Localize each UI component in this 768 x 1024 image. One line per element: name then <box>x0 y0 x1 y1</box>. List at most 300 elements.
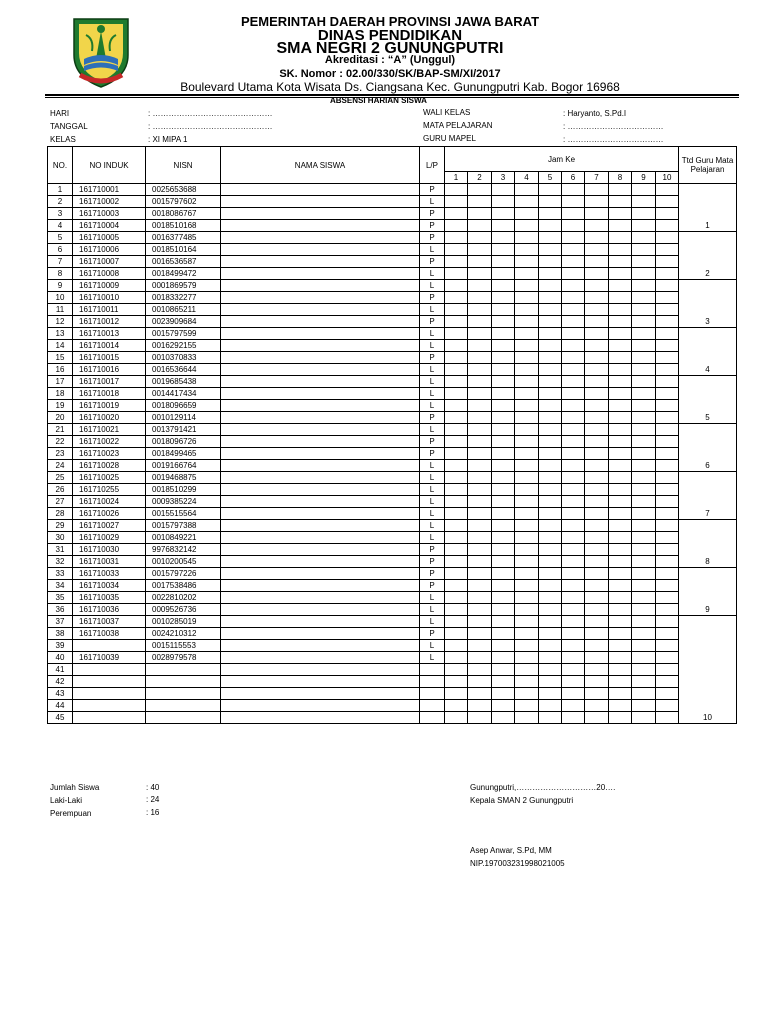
no-induk-cell: 161710003 <box>73 208 146 220</box>
row-number: 33 <box>48 568 73 580</box>
attendance-hour-cell <box>445 700 468 712</box>
table-row <box>48 568 737 580</box>
attendance-hour-cell <box>609 508 632 520</box>
attendance-hour-cell <box>539 352 562 364</box>
attendance-hour-cell <box>468 556 492 568</box>
tanggal-label: TANGGAL <box>50 122 88 131</box>
gender-cell: L <box>420 268 445 280</box>
attendance-hour-cell <box>515 532 539 544</box>
attendance-hour-cell <box>585 472 609 484</box>
attendance-hour-cell <box>632 196 656 208</box>
no-induk-cell: 161710005 <box>73 232 146 244</box>
attendance-hour-cell <box>445 556 468 568</box>
attendance-hour-cell <box>445 616 468 628</box>
attendance-hour-cell <box>562 208 585 220</box>
principal-position: Kepala SMAN 2 Gunungputri <box>470 796 574 805</box>
attendance-hour-cell <box>515 340 539 352</box>
attendance-hour-cell <box>445 268 468 280</box>
attendance-hour-cell <box>539 220 562 232</box>
attendance-hour-cell <box>585 220 609 232</box>
attendance-hour-cell <box>445 712 468 724</box>
attendance-hour-cell <box>445 676 468 688</box>
nama-siswa-cell <box>221 580 420 592</box>
nisn-cell: 0018096659 <box>146 400 221 412</box>
attendance-hour-cell <box>656 460 679 472</box>
gender-cell: L <box>420 652 445 664</box>
attendance-hour-cell <box>585 664 609 676</box>
wali-kelas-label: WALI KELAS <box>423 108 471 117</box>
attendance-hour-cell <box>609 472 632 484</box>
attendance-hour-cell <box>539 412 562 424</box>
attendance-hour-cell <box>609 616 632 628</box>
attendance-hour-cell <box>585 520 609 532</box>
attendance-hour-cell <box>562 496 585 508</box>
attendance-hour-cell <box>609 376 632 388</box>
table-row <box>48 484 737 496</box>
attendance-hour-cell <box>492 220 515 232</box>
table-row <box>48 400 737 412</box>
attendance-hour-cell <box>562 292 585 304</box>
attendance-hour-cell <box>656 220 679 232</box>
attendance-hour-cell <box>562 448 585 460</box>
nisn-cell: 0015515564 <box>146 508 221 520</box>
gender-cell <box>420 664 445 676</box>
attendance-hour-cell <box>562 280 585 292</box>
attendance-hour-cell <box>539 460 562 472</box>
attendance-hour-cell <box>445 652 468 664</box>
perempuan-label: Perempuan <box>50 809 92 818</box>
attendance-hour-cell <box>468 220 492 232</box>
attendance-hour-cell <box>609 412 632 424</box>
no-induk-cell: 161710027 <box>73 520 146 532</box>
nisn-cell: 0010129114 <box>146 412 221 424</box>
no-induk-cell: 161710013 <box>73 328 146 340</box>
attendance-hour-cell <box>656 280 679 292</box>
attendance-hour-cell <box>656 664 679 676</box>
gender-cell: P <box>420 184 445 196</box>
nisn-cell: 0028979578 <box>146 652 221 664</box>
nisn-cell: 0009526736 <box>146 604 221 616</box>
attendance-hour-cell <box>445 388 468 400</box>
nama-siswa-cell <box>221 496 420 508</box>
attendance-hour-cell <box>492 604 515 616</box>
attendance-hour-cell <box>585 196 609 208</box>
attendance-hour-cell <box>585 184 609 196</box>
nama-siswa-cell <box>221 472 420 484</box>
nisn-cell: 0024210312 <box>146 628 221 640</box>
attendance-hour-cell <box>515 652 539 664</box>
table-row <box>48 364 737 376</box>
gender-cell: P <box>420 208 445 220</box>
attendance-hour-cell <box>609 640 632 652</box>
attendance-hour-cell <box>492 376 515 388</box>
principal-name: Asep Anwar, S.Pd, MM <box>470 846 552 855</box>
attendance-hour-cell <box>656 244 679 256</box>
attendance-hour-cell <box>609 712 632 724</box>
ttd-guru-cell: 2 <box>679 232 737 280</box>
attendance-hour-cell <box>632 280 656 292</box>
attendance-hour-cell <box>492 484 515 496</box>
table-row <box>48 208 737 220</box>
row-number: 31 <box>48 544 73 556</box>
attendance-hour-cell <box>492 472 515 484</box>
attendance-hour-cell <box>562 568 585 580</box>
gender-cell: L <box>420 616 445 628</box>
attendance-hour-cell <box>445 484 468 496</box>
attendance-hour-cell <box>492 616 515 628</box>
attendance-hour-cell <box>585 580 609 592</box>
gender-cell <box>420 712 445 724</box>
row-number: 28 <box>48 508 73 520</box>
table-row <box>48 688 737 700</box>
attendance-hour-cell <box>445 244 468 256</box>
header-hour: 8 <box>609 172 632 184</box>
attendance-hour-cell <box>515 448 539 460</box>
attendance-hour-cell <box>562 244 585 256</box>
attendance-hour-cell <box>468 424 492 436</box>
row-number: 4 <box>48 220 73 232</box>
laki-laki-label: Laki-Laki <box>50 796 83 805</box>
attendance-hour-cell <box>609 664 632 676</box>
attendance-hour-cell <box>468 340 492 352</box>
nisn-cell: 0010370833 <box>146 352 221 364</box>
attendance-hour-cell <box>609 388 632 400</box>
no-induk-cell: 161710029 <box>73 532 146 544</box>
attendance-hour-cell <box>468 520 492 532</box>
attendance-hour-cell <box>585 460 609 472</box>
attendance-hour-cell <box>585 268 609 280</box>
attendance-hour-cell <box>585 376 609 388</box>
attendance-hour-cell <box>609 568 632 580</box>
attendance-hour-cell <box>656 712 679 724</box>
table-row <box>48 184 737 196</box>
row-number: 39 <box>48 640 73 652</box>
attendance-hour-cell <box>632 700 656 712</box>
attendance-hour-cell <box>562 388 585 400</box>
attendance-hour-cell <box>492 304 515 316</box>
attendance-hour-cell <box>562 508 585 520</box>
no-induk-cell: 161710019 <box>73 400 146 412</box>
ttd-guru-cell: 7 <box>679 472 737 520</box>
attendance-hour-cell <box>468 616 492 628</box>
attendance-hour-cell <box>585 508 609 520</box>
row-number: 40 <box>48 652 73 664</box>
no-induk-cell: 161710028 <box>73 460 146 472</box>
attendance-hour-cell <box>492 676 515 688</box>
attendance-hour-cell <box>468 460 492 472</box>
attendance-hour-cell <box>445 376 468 388</box>
attendance-hour-cell <box>468 280 492 292</box>
attendance-hour-cell <box>468 412 492 424</box>
no-induk-cell <box>73 664 146 676</box>
attendance-hour-cell <box>656 520 679 532</box>
attendance-hour-cell <box>585 208 609 220</box>
table-row <box>48 340 737 352</box>
attendance-hour-cell <box>539 268 562 280</box>
attendance-hour-cell <box>609 280 632 292</box>
no-induk-cell: 161710007 <box>73 256 146 268</box>
attendance-hour-cell <box>562 400 585 412</box>
row-number: 27 <box>48 496 73 508</box>
attendance-hour-cell <box>445 412 468 424</box>
attendance-hour-cell <box>539 688 562 700</box>
attendance-hour-cell <box>632 628 656 640</box>
attendance-hour-cell <box>515 484 539 496</box>
attendance-hour-cell <box>539 340 562 352</box>
attendance-hour-cell <box>445 568 468 580</box>
nama-siswa-cell <box>221 604 420 616</box>
attendance-hour-cell <box>492 268 515 280</box>
attendance-hour-cell <box>562 472 585 484</box>
attendance-hour-cell <box>468 496 492 508</box>
attendance-hour-cell <box>632 388 656 400</box>
gender-cell: P <box>420 352 445 364</box>
attendance-hour-cell <box>492 412 515 424</box>
nisn-cell: 0016536587 <box>146 256 221 268</box>
attendance-hour-cell <box>632 640 656 652</box>
attendance-hour-cell <box>492 544 515 556</box>
attendance-hour-cell <box>539 328 562 340</box>
attendance-hour-cell <box>492 448 515 460</box>
ttd-guru-cell: 3 <box>679 280 737 328</box>
nisn-cell: 0009385224 <box>146 496 221 508</box>
table-row <box>48 268 737 280</box>
attendance-hour-cell <box>492 280 515 292</box>
attendance-hour-cell <box>492 340 515 352</box>
no-induk-cell: 161710002 <box>73 196 146 208</box>
table-row <box>48 580 737 592</box>
attendance-hour-cell <box>492 568 515 580</box>
attendance-hour-cell <box>585 628 609 640</box>
attendance-hour-cell <box>515 292 539 304</box>
attendance-hour-cell <box>445 196 468 208</box>
attendance-hour-cell <box>609 184 632 196</box>
attendance-hour-cell <box>468 196 492 208</box>
ttd-guru-cell: 9 <box>679 568 737 616</box>
table-row <box>48 196 737 208</box>
gender-cell: L <box>420 520 445 532</box>
attendance-hour-cell <box>609 352 632 364</box>
document-title: ABSENSI HARIAN SISWA <box>330 96 427 105</box>
attendance-hour-cell <box>562 676 585 688</box>
attendance-hour-cell <box>632 664 656 676</box>
row-number: 20 <box>48 412 73 424</box>
table-row <box>48 592 737 604</box>
attendance-hour-cell <box>632 340 656 352</box>
attendance-hour-cell <box>445 544 468 556</box>
no-induk-cell: 161710035 <box>73 592 146 604</box>
nisn-cell: 0016536644 <box>146 364 221 376</box>
header-nama-siswa: NAMA SISWA <box>221 147 420 184</box>
nisn-cell: 0015797599 <box>146 328 221 340</box>
attendance-hour-cell <box>468 388 492 400</box>
nisn-cell: 0015797388 <box>146 520 221 532</box>
attendance-hour-cell <box>632 544 656 556</box>
no-induk-cell: 161710030 <box>73 544 146 556</box>
attendance-hour-cell <box>492 580 515 592</box>
attendance-hour-cell <box>656 688 679 700</box>
attendance-hour-cell <box>585 688 609 700</box>
attendance-hour-cell <box>609 676 632 688</box>
nisn-cell: 0022810202 <box>146 592 221 604</box>
attendance-hour-cell <box>468 628 492 640</box>
attendance-hour-cell <box>445 604 468 616</box>
gender-cell: P <box>420 580 445 592</box>
attendance-hour-cell <box>515 472 539 484</box>
attendance-hour-cell <box>468 184 492 196</box>
attendance-hour-cell <box>562 580 585 592</box>
gender-cell: P <box>420 292 445 304</box>
attendance-hour-cell <box>515 220 539 232</box>
attendance-hour-cell <box>585 412 609 424</box>
attendance-hour-cell <box>656 544 679 556</box>
nama-siswa-cell <box>221 244 420 256</box>
attendance-hour-cell <box>562 616 585 628</box>
attendance-hour-cell <box>562 592 585 604</box>
attendance-hour-cell <box>632 376 656 388</box>
table-row <box>48 676 737 688</box>
attendance-hour-cell <box>562 364 585 376</box>
attendance-hour-cell <box>656 376 679 388</box>
row-number: 16 <box>48 364 73 376</box>
table-row <box>48 712 737 724</box>
attendance-hour-cell <box>445 364 468 376</box>
attendance-hour-cell <box>632 220 656 232</box>
attendance-hour-cell <box>539 544 562 556</box>
header-hour: 5 <box>539 172 562 184</box>
attendance-hour-cell <box>656 496 679 508</box>
table-row <box>48 460 737 472</box>
no-induk-cell: 161710031 <box>73 556 146 568</box>
attendance-hour-cell <box>585 292 609 304</box>
attendance-hour-cell <box>515 556 539 568</box>
attendance-hour-cell <box>609 496 632 508</box>
row-number: 11 <box>48 304 73 316</box>
school-emblem-logo <box>68 15 134 89</box>
attendance-hour-cell <box>468 544 492 556</box>
attendance-hour-cell <box>539 232 562 244</box>
attendance-hour-cell <box>539 664 562 676</box>
attendance-hour-cell <box>515 208 539 220</box>
row-number: 41 <box>48 664 73 676</box>
attendance-hour-cell <box>632 460 656 472</box>
attendance-hour-cell <box>468 316 492 328</box>
attendance-hour-cell <box>515 424 539 436</box>
attendance-hour-cell <box>585 232 609 244</box>
wali-kelas-value: : Haryanto, S.Pd.I <box>563 109 627 118</box>
attendance-hour-cell <box>632 364 656 376</box>
attendance-hour-cell <box>539 496 562 508</box>
nisn-cell: 0018510164 <box>146 244 221 256</box>
attendance-hour-cell <box>492 400 515 412</box>
nisn-cell <box>146 700 221 712</box>
attendance-hour-cell <box>492 232 515 244</box>
attendance-hour-cell <box>515 244 539 256</box>
nisn-cell: 0010865211 <box>146 304 221 316</box>
attendance-hour-cell <box>562 556 585 568</box>
attendance-hour-cell <box>445 472 468 484</box>
attendance-hour-cell <box>515 676 539 688</box>
attendance-hour-cell <box>539 208 562 220</box>
attendance-hour-cell <box>609 688 632 700</box>
row-number: 25 <box>48 472 73 484</box>
gender-cell: P <box>420 220 445 232</box>
nama-siswa-cell <box>221 304 420 316</box>
table-row <box>48 544 737 556</box>
mata-pelajaran-value: : ……………………………… <box>563 122 664 131</box>
attendance-hour-cell <box>445 520 468 532</box>
header-hour: 4 <box>515 172 539 184</box>
attendance-hour-cell <box>585 484 609 496</box>
guru-mapel-value: : ……………………………… <box>563 135 664 144</box>
gender-cell: P <box>420 556 445 568</box>
attendance-hour-cell <box>445 352 468 364</box>
attendance-hour-cell <box>468 400 492 412</box>
attendance-hour-cell <box>539 640 562 652</box>
row-number: 13 <box>48 328 73 340</box>
gender-cell: L <box>420 484 445 496</box>
attendance-hour-cell <box>585 304 609 316</box>
row-number: 1 <box>48 184 73 196</box>
attendance-hour-cell <box>492 652 515 664</box>
attendance-hour-cell <box>585 448 609 460</box>
attendance-hour-cell <box>539 532 562 544</box>
attendance-hour-cell <box>632 520 656 532</box>
no-induk-cell: 161710011 <box>73 304 146 316</box>
row-number: 21 <box>48 424 73 436</box>
attendance-hour-cell <box>562 688 585 700</box>
ttd-guru-cell: 4 <box>679 328 737 376</box>
attendance-hour-cell <box>656 580 679 592</box>
row-number: 37 <box>48 616 73 628</box>
gender-cell: L <box>420 532 445 544</box>
attendance-hour-cell <box>609 400 632 412</box>
no-induk-cell: 161710038 <box>73 628 146 640</box>
table-row <box>48 376 737 388</box>
gender-cell: L <box>420 388 445 400</box>
attendance-hour-cell <box>609 244 632 256</box>
nisn-cell: 0019685438 <box>146 376 221 388</box>
ttd-guru-cell: 6 <box>679 424 737 472</box>
nama-siswa-cell <box>221 364 420 376</box>
attendance-hour-cell <box>562 628 585 640</box>
attendance-hour-cell <box>609 556 632 568</box>
table-row <box>48 304 737 316</box>
attendance-hour-cell <box>539 400 562 412</box>
attendance-hour-cell <box>539 604 562 616</box>
attendance-hour-cell <box>515 604 539 616</box>
no-induk-cell: 161710018 <box>73 388 146 400</box>
nama-siswa-cell <box>221 712 420 724</box>
attendance-hour-cell <box>632 652 656 664</box>
attendance-hour-cell <box>492 184 515 196</box>
nama-siswa-cell <box>221 568 420 580</box>
attendance-hour-cell <box>539 256 562 268</box>
attendance-hour-cell <box>562 520 585 532</box>
attendance-hour-cell <box>562 436 585 448</box>
nama-siswa-cell <box>221 340 420 352</box>
table-row <box>48 496 737 508</box>
row-number: 12 <box>48 316 73 328</box>
attendance-hour-cell <box>492 196 515 208</box>
attendance-hour-cell <box>632 304 656 316</box>
attendance-hour-cell <box>515 268 539 280</box>
header-hour: 1 <box>445 172 468 184</box>
gender-cell <box>420 676 445 688</box>
attendance-hour-cell <box>492 244 515 256</box>
gender-cell: P <box>420 628 445 640</box>
gender-cell: L <box>420 592 445 604</box>
